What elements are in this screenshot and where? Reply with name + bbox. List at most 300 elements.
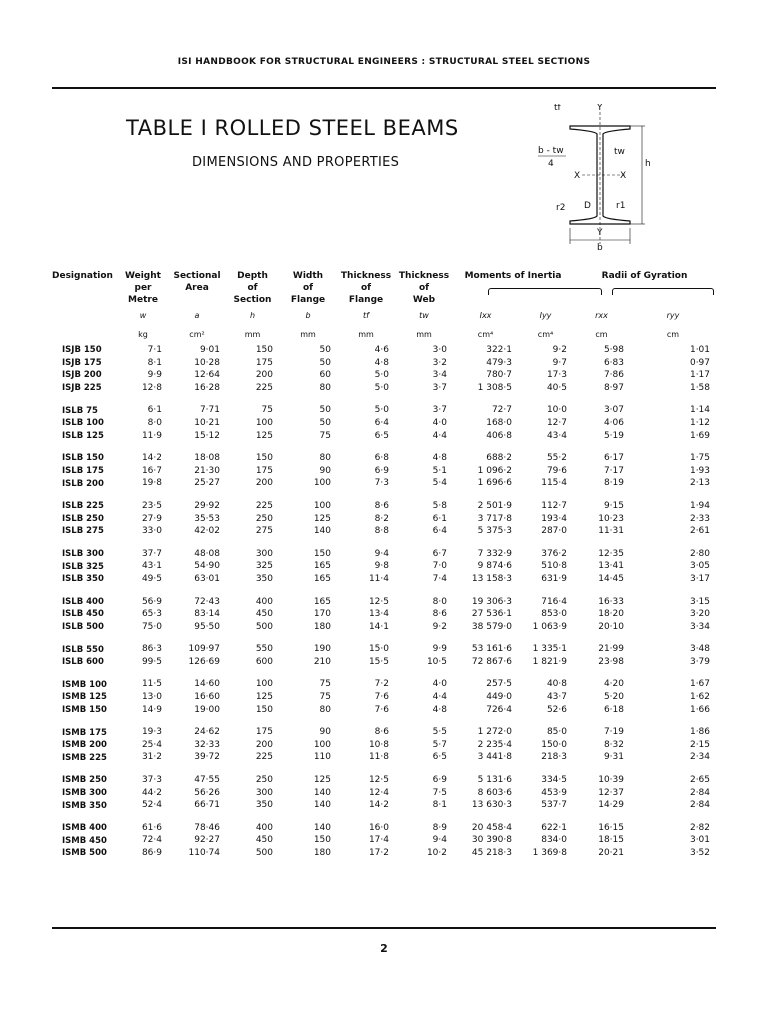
value-cell: 150·0 <box>541 739 567 750</box>
value-cell: 2·82 <box>689 822 711 833</box>
value-cell: 479·3 <box>486 357 512 368</box>
value-cell: 190 <box>313 644 331 655</box>
label-d: D <box>584 201 591 211</box>
value-cell: 20·10 <box>598 621 624 632</box>
value-cell: 1·66 <box>689 704 711 715</box>
value-cell: 8·0 <box>147 417 162 428</box>
value-cell: 83·14 <box>194 609 220 620</box>
value-cell: 3·52 <box>689 848 711 858</box>
label-b-tw: b - tw <box>538 146 564 156</box>
spacer-cell <box>52 490 716 500</box>
table-row <box>52 751 716 764</box>
value-cell: 9·8 <box>374 561 389 572</box>
value-cell: 2 501·9 <box>477 500 512 511</box>
group-spacer <box>52 764 716 774</box>
symbol-cell: a <box>194 310 200 320</box>
value-cell: 27·9 <box>141 513 162 524</box>
value-cell: 9 874·6 <box>477 561 512 572</box>
designation-cell: ISMB 125 <box>62 692 107 703</box>
designation-cell: ISMB 200 <box>62 740 107 751</box>
value-cell: 9·2 <box>552 345 567 355</box>
symbol-cell: b <box>305 310 311 320</box>
value-cell: 1 272·0 <box>477 727 512 738</box>
value-cell: 80 <box>319 382 331 393</box>
value-cell: 7·3 <box>374 478 389 489</box>
value-cell: 40·5 <box>546 382 567 393</box>
value-cell: 50 <box>319 405 331 416</box>
value-cell: 112·7 <box>541 500 567 511</box>
value-cell: 31·2 <box>141 752 162 763</box>
value-cell: 0·97 <box>689 357 711 368</box>
symbol-cell: Ixx <box>479 310 492 320</box>
value-cell: 4·4 <box>432 692 447 703</box>
value-cell: 65·3 <box>141 609 162 620</box>
value-cell: 2·61 <box>689 526 711 537</box>
value-cell: 8·9 <box>432 822 447 833</box>
value-cell: 16·60 <box>194 692 220 703</box>
value-cell: 6·4 <box>374 417 389 428</box>
value-cell: 21·99 <box>598 644 624 655</box>
i-beam-section-diagram <box>530 104 670 254</box>
value-cell: 322·1 <box>486 345 512 355</box>
designation-cell: ISLB 325 <box>62 561 104 572</box>
table-row <box>52 382 716 395</box>
value-cell: 4·4 <box>432 430 447 441</box>
table-row <box>52 357 716 370</box>
unit-cell: kg <box>138 329 148 339</box>
table-row <box>52 369 716 382</box>
label-h: h <box>645 159 651 169</box>
value-cell: 45 218·3 <box>471 848 512 858</box>
value-cell: 5 375·3 <box>477 526 512 537</box>
table-row <box>52 500 716 513</box>
designation-cell: ISLB 550 <box>62 644 104 655</box>
value-cell: 15·12 <box>194 430 220 441</box>
value-cell: 8·1 <box>147 357 162 368</box>
value-cell: 18·08 <box>194 453 220 464</box>
header-row <box>52 270 716 306</box>
value-cell: 210 <box>313 656 331 667</box>
value-cell: 3·07 <box>603 405 624 416</box>
designation-cell: ISLB 350 <box>62 574 104 585</box>
col-header-weight: Weight per Metre <box>125 271 161 305</box>
designation-cell: ISLB 200 <box>62 478 104 489</box>
symbol-cell: h <box>249 310 256 320</box>
value-cell: 140 <box>313 822 331 833</box>
designation-cell: ISLB 225 <box>62 501 104 512</box>
value-cell: 100 <box>255 679 273 690</box>
value-cell: 12·35 <box>598 548 624 559</box>
value-cell: 109·97 <box>188 644 220 655</box>
value-cell: 17·3 <box>546 370 567 381</box>
value-cell: 47·55 <box>194 775 220 786</box>
unit-cell: mm <box>244 329 261 339</box>
value-cell: 600 <box>255 656 273 667</box>
value-cell: 33·0 <box>141 526 162 537</box>
spacer-cell <box>52 716 716 726</box>
value-cell: 180 <box>313 848 331 858</box>
label-r1: r1 <box>616 201 626 211</box>
col-header-moments-of-inertia: Moments of Inertia <box>464 271 562 281</box>
top-rule <box>52 87 716 89</box>
value-cell: 35·53 <box>194 513 220 524</box>
value-cell: 7·1 <box>147 345 162 355</box>
table-row <box>52 726 716 739</box>
designation-cell: ISMB 350 <box>62 800 107 811</box>
value-cell: 180 <box>313 621 331 632</box>
table-row <box>52 643 716 656</box>
value-cell: 780·7 <box>486 370 512 381</box>
value-cell: 3·2 <box>432 357 447 368</box>
value-cell: 6·8 <box>374 453 389 464</box>
designation-cell: ISLB 175 <box>62 466 104 477</box>
value-cell: 8·32 <box>603 739 624 750</box>
value-cell: 10·5 <box>426 656 447 667</box>
designation-cell: ISJB 150 <box>62 345 102 356</box>
value-cell: 43·7 <box>546 692 567 703</box>
value-cell: 7·86 <box>603 370 624 381</box>
value-cell: 4·0 <box>432 417 447 428</box>
value-cell: 193·4 <box>541 513 567 524</box>
value-cell: 56·9 <box>141 596 162 607</box>
table-row <box>52 621 716 634</box>
value-cell: 16·15 <box>598 822 624 833</box>
symbol-row <box>52 306 716 324</box>
value-cell: 500 <box>255 848 273 858</box>
value-cell: 7 332·9 <box>477 548 512 559</box>
label-four: 4 <box>548 159 554 169</box>
value-cell: 85·0 <box>546 727 567 738</box>
value-cell: 3·7 <box>432 382 447 393</box>
value-cell: 12·5 <box>368 596 389 607</box>
value-cell: 6·1 <box>147 405 162 416</box>
value-cell: 14·1 <box>368 621 389 632</box>
value-cell: 300 <box>255 548 273 559</box>
value-cell: 8·19 <box>603 478 624 489</box>
value-cell: 2·84 <box>689 800 711 811</box>
value-cell: 19 306·3 <box>471 596 512 607</box>
value-cell: 60 <box>319 370 331 381</box>
value-cell: 7·6 <box>374 692 389 703</box>
value-cell: 2·80 <box>689 548 711 559</box>
symbol-cell: ryy <box>666 310 680 320</box>
value-cell: 200 <box>255 739 273 750</box>
value-cell: 853·0 <box>541 609 567 620</box>
value-cell: 6·9 <box>374 465 389 476</box>
value-cell: 19·8 <box>141 478 162 489</box>
value-cell: 1 308·5 <box>477 382 512 393</box>
value-cell: 6·1 <box>432 513 447 524</box>
value-cell: 49·5 <box>141 573 162 584</box>
value-cell: 16·0 <box>368 822 389 833</box>
table-title: TABLE I ROLLED STEEL BEAMS <box>126 116 459 140</box>
table-body <box>52 344 716 860</box>
designation-cell: ISJB 175 <box>62 357 102 368</box>
value-cell: 2·33 <box>689 513 711 524</box>
value-cell: 37·3 <box>141 775 162 786</box>
value-cell: 716·4 <box>541 596 567 607</box>
table-row <box>52 430 716 443</box>
value-cell: 150 <box>255 704 273 715</box>
value-cell: 7·6 <box>374 704 389 715</box>
value-cell: 622·1 <box>541 822 567 833</box>
value-cell: 7·71 <box>199 405 220 416</box>
value-cell: 14·29 <box>598 800 624 811</box>
value-cell: 19·3 <box>141 727 162 738</box>
value-cell: 13 630·3 <box>471 800 512 811</box>
bottom-rule <box>52 927 716 929</box>
value-cell: 2·13 <box>689 478 711 489</box>
value-cell: 23·98 <box>598 656 624 667</box>
value-cell: 550 <box>255 644 273 655</box>
unit-cell: cm <box>595 329 608 339</box>
value-cell: 18·20 <box>598 609 624 620</box>
value-cell: 92·27 <box>194 835 220 846</box>
value-cell: 13·41 <box>598 561 624 572</box>
value-cell: 1·86 <box>689 727 711 738</box>
value-cell: 3·05 <box>689 561 711 572</box>
value-cell: 16·7 <box>141 465 162 476</box>
unit-cell: mm <box>300 329 316 339</box>
value-cell: 5·98 <box>603 345 624 355</box>
group-spacer <box>52 538 716 548</box>
value-cell: 7·0 <box>432 561 447 572</box>
symbol-cell: Iyy <box>539 310 552 320</box>
designation-cell: ISLB 100 <box>62 418 104 429</box>
value-cell: 10·23 <box>598 513 624 524</box>
value-cell: 32·33 <box>194 739 220 750</box>
value-cell: 19·00 <box>194 704 220 715</box>
designation-cell: ISMB 500 <box>62 848 107 859</box>
value-cell: 75 <box>319 679 331 690</box>
value-cell: 38 579·0 <box>471 621 512 632</box>
value-cell: 11·8 <box>368 752 389 763</box>
table-row <box>52 513 716 526</box>
spacer-cell <box>52 764 716 774</box>
value-cell: 453·9 <box>541 787 567 798</box>
value-cell: 2 235·4 <box>477 739 512 750</box>
value-cell: 66·71 <box>194 800 220 811</box>
value-cell: 1·12 <box>689 417 711 428</box>
designation-cell: ISMB 400 <box>62 823 107 834</box>
value-cell: 9·7 <box>552 357 567 368</box>
table-row <box>52 525 716 538</box>
value-cell: 14·60 <box>194 679 220 690</box>
value-cell: 175 <box>255 727 273 738</box>
table-row <box>52 404 716 417</box>
value-cell: 10·21 <box>194 417 220 428</box>
label-x-left: X <box>574 171 581 181</box>
designation-cell: ISLB 250 <box>62 513 104 524</box>
table-row <box>52 452 716 465</box>
value-cell: 5·1 <box>432 465 447 476</box>
table-subtitle: DIMENSIONS AND PROPERTIES <box>192 155 400 170</box>
value-cell: 200 <box>255 370 273 381</box>
symbol-cell: tf <box>363 310 369 320</box>
value-cell: 86·9 <box>141 848 162 858</box>
value-cell: 16·28 <box>194 382 220 393</box>
designation-cell: ISMB 175 <box>62 727 107 738</box>
value-cell: 100 <box>313 500 331 511</box>
value-cell: 9·4 <box>374 548 389 559</box>
value-cell: 257·5 <box>486 679 512 690</box>
designation-cell: ISLB 125 <box>62 430 104 441</box>
table-row <box>52 477 716 490</box>
value-cell: 450 <box>255 609 273 620</box>
value-cell: 165 <box>313 573 331 584</box>
symbol-cell <box>52 306 118 324</box>
value-cell: 50 <box>319 417 331 428</box>
value-cell: 17·4 <box>368 835 389 846</box>
value-cell: 1·01 <box>689 345 711 355</box>
value-cell: 4·8 <box>432 453 447 464</box>
value-cell: 21·30 <box>194 465 220 476</box>
designation-cell: ISMB 225 <box>62 752 107 763</box>
value-cell: 48·08 <box>194 548 220 559</box>
value-cell: 287·0 <box>541 526 567 537</box>
group-spacer <box>52 633 716 643</box>
value-cell: 165 <box>313 596 331 607</box>
value-cell: 225 <box>255 752 273 763</box>
value-cell: 99·5 <box>141 656 162 667</box>
designation-cell: ISLB 500 <box>62 621 104 632</box>
value-cell: 150 <box>313 835 331 846</box>
group-spacer <box>52 394 716 404</box>
value-cell: 1·58 <box>689 382 711 393</box>
group-spacer <box>52 586 716 596</box>
value-cell: 13 158·3 <box>471 573 512 584</box>
table-row <box>52 787 716 800</box>
value-cell: 688·2 <box>486 453 512 464</box>
designation-cell: ISMB 100 <box>62 679 107 690</box>
table-row <box>52 678 716 691</box>
value-cell: 10·28 <box>194 357 220 368</box>
value-cell: 1 369·8 <box>532 848 567 858</box>
value-cell: 20 458·4 <box>471 822 512 833</box>
value-cell: 14·2 <box>368 800 389 811</box>
value-cell: 225 <box>255 382 273 393</box>
group-spacer <box>52 716 716 726</box>
value-cell: 3 717·8 <box>477 513 512 524</box>
value-cell: 6·17 <box>603 453 624 464</box>
value-cell: 63·01 <box>194 573 220 584</box>
value-cell: 8·97 <box>603 382 624 393</box>
value-cell: 9·2 <box>432 621 447 632</box>
value-cell: 61·6 <box>141 822 162 833</box>
table-row <box>52 822 716 835</box>
spacer-cell <box>52 394 716 404</box>
value-cell: 80 <box>319 704 331 715</box>
table-row <box>52 596 716 609</box>
value-cell: 50 <box>319 357 331 368</box>
value-cell: 3·34 <box>689 621 711 632</box>
value-cell: 12·37 <box>598 787 624 798</box>
value-cell: 72·7 <box>491 405 512 416</box>
designation-cell: ISMB 250 <box>62 775 107 786</box>
value-cell: 218·3 <box>541 752 567 763</box>
value-cell: 537·7 <box>541 800 567 811</box>
value-cell: 12·7 <box>546 417 567 428</box>
value-cell: 8 603·6 <box>477 787 512 798</box>
col-header-depth: Depth of Section <box>233 271 272 305</box>
col-header-web-thickness: Thickness of Web <box>398 271 450 305</box>
value-cell: 13·0 <box>141 692 162 703</box>
value-cell: 168·0 <box>486 417 512 428</box>
value-cell: 9·01 <box>199 345 220 355</box>
value-cell: 12·4 <box>368 787 389 798</box>
value-cell: 6·7 <box>432 548 447 559</box>
value-cell: 24·62 <box>194 727 220 738</box>
col-header-flange-thickness: Thickness of Flange <box>340 271 392 305</box>
value-cell: 3·48 <box>689 644 711 655</box>
value-cell: 2·65 <box>689 775 711 786</box>
value-cell: 3·20 <box>689 609 711 620</box>
value-cell: 15·0 <box>368 644 389 655</box>
value-cell: 3·79 <box>689 656 711 667</box>
value-cell: 10·2 <box>426 848 447 858</box>
spacer-cell <box>52 538 716 548</box>
value-cell: 95·50 <box>194 621 220 632</box>
value-cell: 450 <box>255 835 273 846</box>
designation-cell: ISLB 275 <box>62 526 104 537</box>
value-cell: 1·94 <box>689 500 711 511</box>
table-row <box>52 834 716 847</box>
table-row <box>52 548 716 561</box>
value-cell: 18·15 <box>598 835 624 846</box>
table-row <box>52 656 716 669</box>
designation-cell: ISMB 450 <box>62 835 107 846</box>
value-cell: 5 131·6 <box>477 775 512 786</box>
unit-row <box>52 324 716 344</box>
value-cell: 165 <box>313 561 331 572</box>
value-cell: 110·74 <box>188 848 220 858</box>
designation-cell: ISMB 300 <box>62 787 107 798</box>
value-cell: 23·5 <box>141 500 162 511</box>
value-cell: 115·4 <box>541 478 567 489</box>
value-cell: 3·4 <box>432 370 447 381</box>
value-cell: 250 <box>255 775 273 786</box>
spacer-cell <box>52 586 716 596</box>
value-cell: 200 <box>255 478 273 489</box>
value-cell: 17·2 <box>368 848 389 858</box>
value-cell: 20·21 <box>598 848 624 858</box>
value-cell: 3·7 <box>432 405 447 416</box>
value-cell: 1·14 <box>689 405 711 416</box>
page-number: 2 <box>380 942 388 955</box>
group-spacer <box>52 442 716 452</box>
table-row <box>52 573 716 586</box>
value-cell: 500 <box>255 621 273 632</box>
value-cell: 1·67 <box>689 679 711 690</box>
value-cell: 40·8 <box>546 679 567 690</box>
value-cell: 726·4 <box>486 704 512 715</box>
value-cell: 54·90 <box>194 561 220 572</box>
value-cell: 27 536·1 <box>471 609 512 620</box>
value-cell: 14·2 <box>141 453 162 464</box>
spacer-cell <box>52 633 716 643</box>
table-row <box>52 344 716 357</box>
value-cell: 9·9 <box>432 644 447 655</box>
value-cell: 5·4 <box>432 478 447 489</box>
value-cell: 12·64 <box>194 370 220 381</box>
spacer-cell <box>52 812 716 822</box>
value-cell: 2·84 <box>689 787 711 798</box>
value-cell: 7·5 <box>432 787 447 798</box>
value-cell: 11·4 <box>368 573 389 584</box>
value-cell: 7·2 <box>374 679 389 690</box>
value-cell: 3 441·8 <box>477 752 512 763</box>
value-cell: 55·2 <box>546 453 567 464</box>
